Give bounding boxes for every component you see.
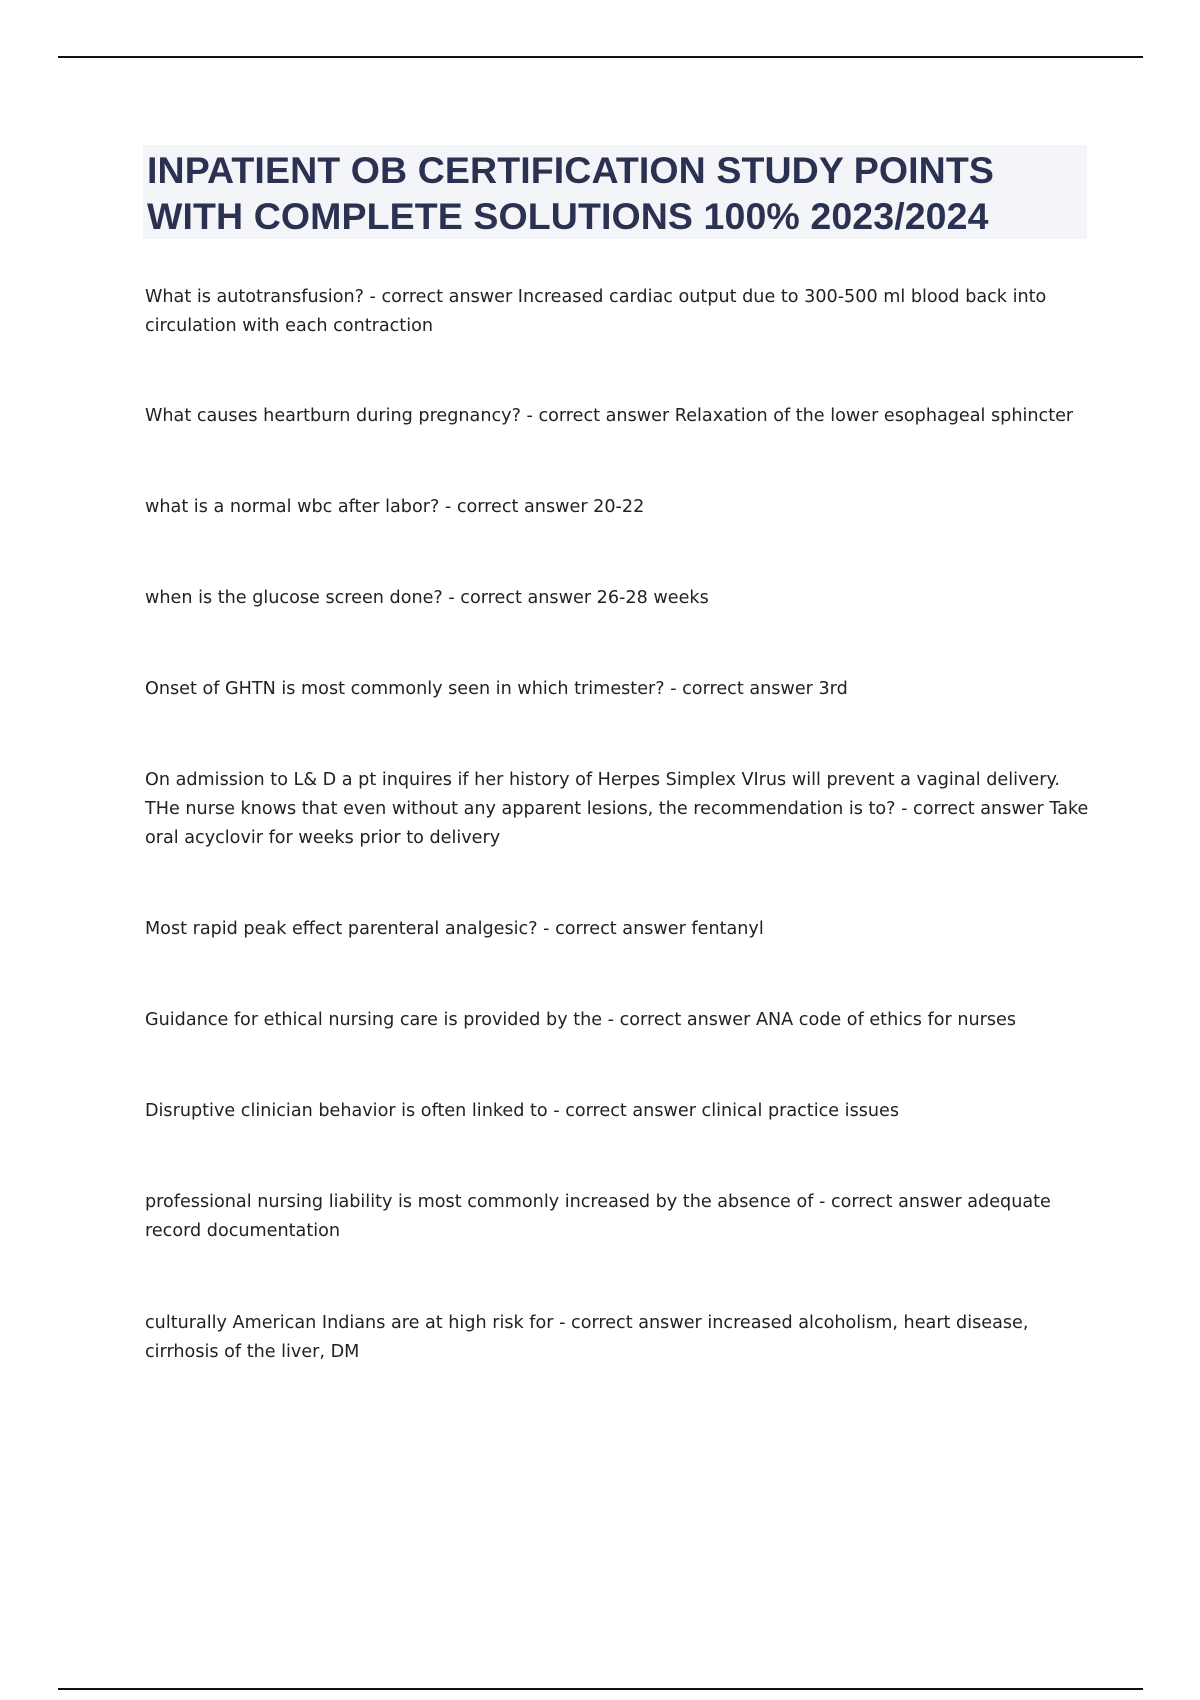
document-title [147,147,1083,239]
qa-item-autotransfusion: What is autotransfusion? - correct answer Increased cardiac output due to 300-500 ml blood back into circulation with each contraction [145,287,1047,336]
title-line-1: INPATIENT OB CERTIFICATION STUDY POINTS [147,149,994,191]
qa-item-nursing-liability: professional nursing liability is most commonly increased by the absence of - correct answer adequate record documentation [145,1192,1051,1241]
qa-item-ghtn-onset: Onset of GHTN is most commonly seen in which trimester? - correct answer 3rd [145,679,848,699]
title-block [143,145,1087,239]
qa-item-glucose-screen: when is the glucose screen done? - correct answer 26-28 weeks [145,588,709,608]
qa-item-american-indians: culturally American Indians are at high risk for - correct answer increased alcoholism, heart disease, cirrhosis of the liver, DM [145,1313,1029,1362]
title-line-2: WITH COMPLETE SOLUTIONS 100% 2023/2024 [147,195,989,237]
top-divider [58,56,1143,58]
qa-item-heartburn: What causes heartburn during pregnancy? - correct answer Relaxation of the lower esophageal sphincter [145,406,1074,426]
qa-item-ethical-guidance: Guidance for ethical nursing care is provided by the - correct answer ANA code of ethics for nurses [145,1010,1017,1030]
bottom-divider [58,1688,1143,1690]
qa-item-analgesic: Most rapid peak effect parenteral analgesic? - correct answer fentanyl [145,919,764,939]
qa-item-herpes-simplex: On admission to L& D a pt inquires if her history of Herpes Simplex VIrus will prevent a vaginal delivery. THe nurse knows that even without any apparent lesions, the recommendation is to? - correct answer Take oral acyclovir for weeks prior to delivery [145,770,1089,848]
qa-item-wbc: what is a normal wbc after labor? - correct answer 20-22 [145,497,645,517]
qa-item-disruptive-behavior: Disruptive clinician behavior is often linked to - correct answer clinical practice issues [145,1101,900,1121]
